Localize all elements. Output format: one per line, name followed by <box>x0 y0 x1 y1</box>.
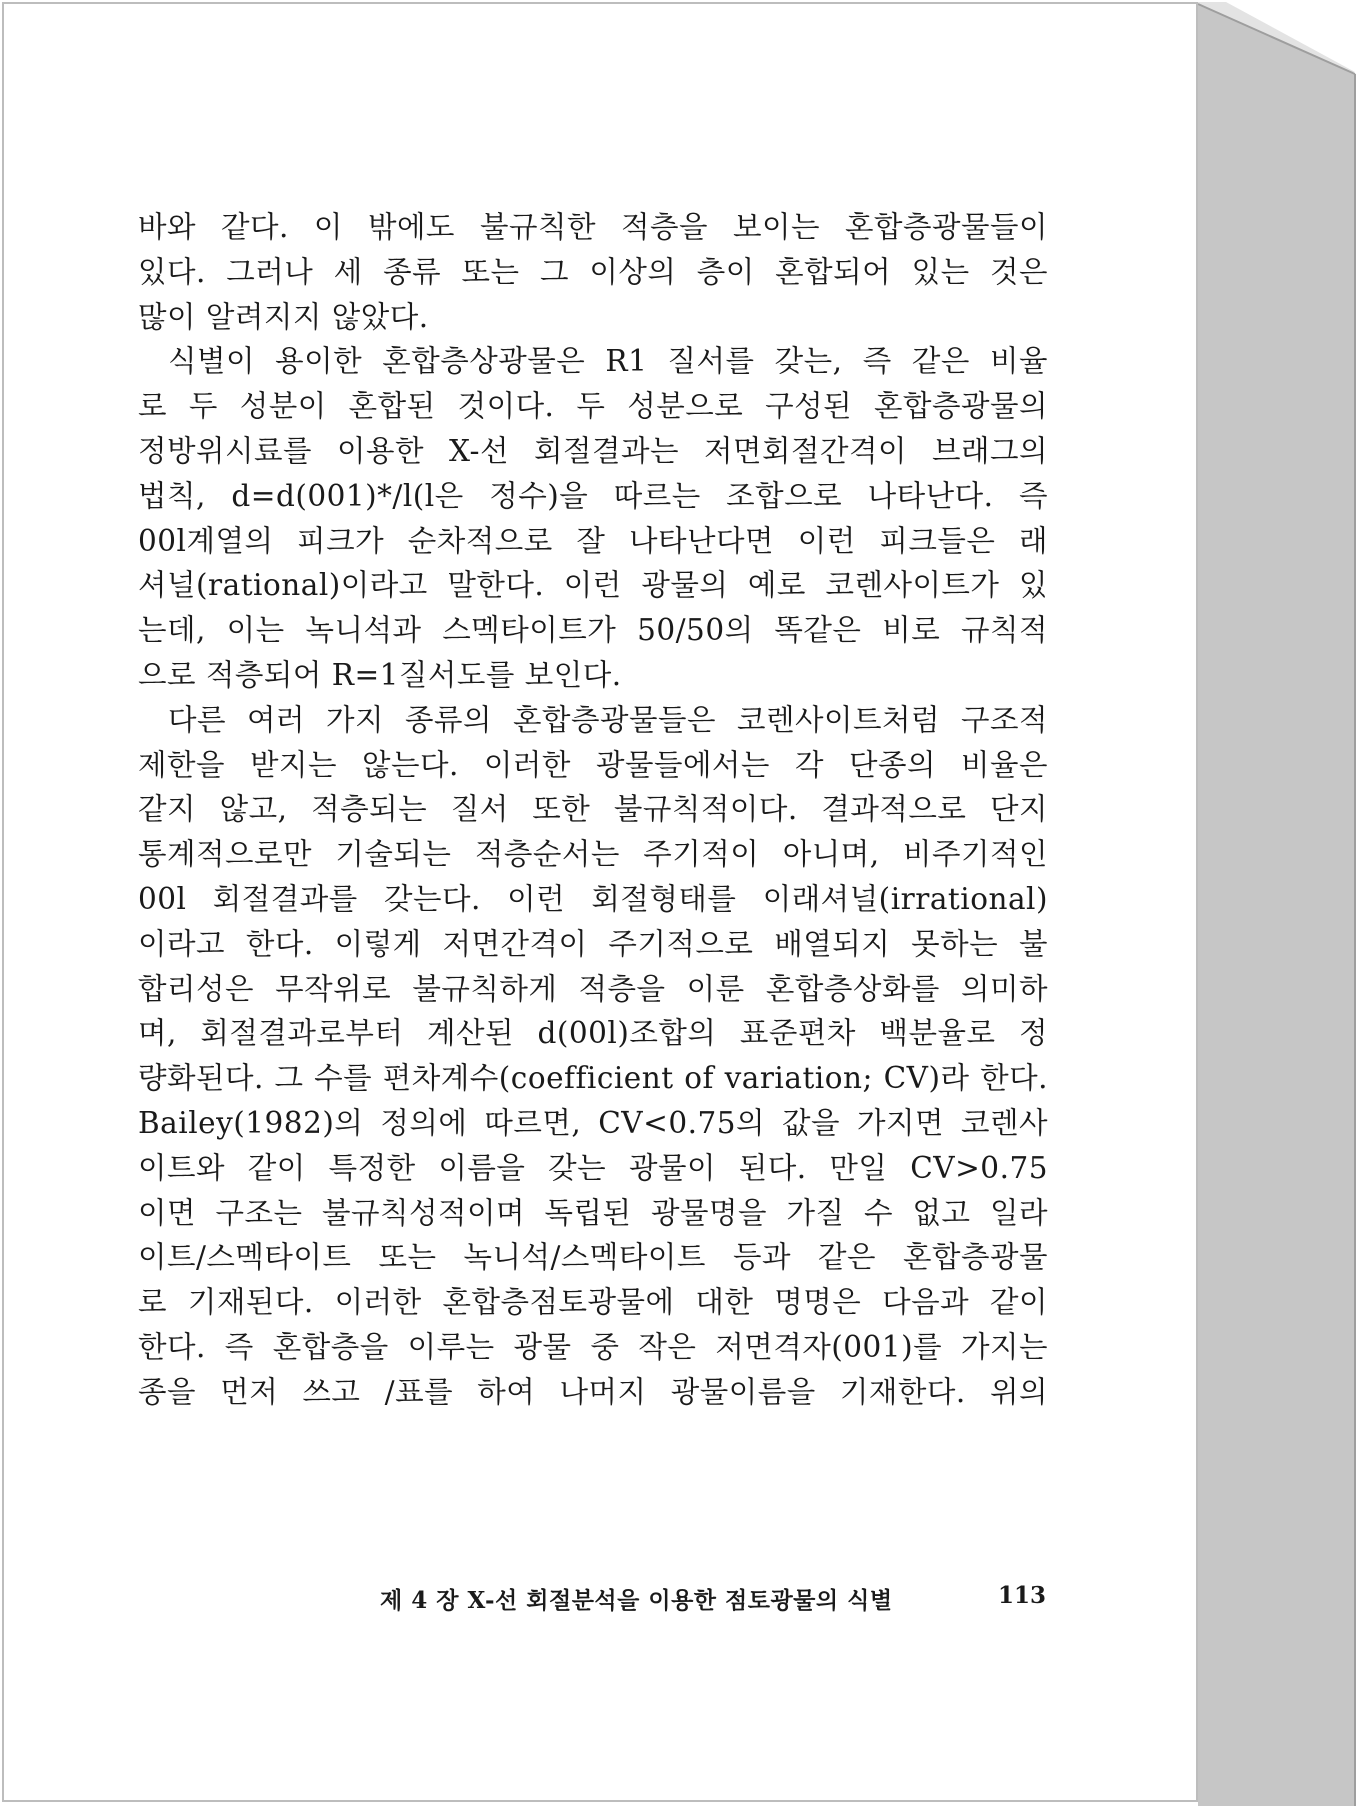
text-line: 량화된다. 그 수를 편차계수(coefficient of variation; CV)라 한다. <box>138 1061 1048 1096</box>
text-line: 종을 먼저 쓰고 /표를 하여 나머지 광물이름을 기재한다. 위의 <box>138 1374 1048 1409</box>
text-line: 이트/스멕타이트 또는 녹니석/스멕타이트 등과 같은 혼합층광물 <box>138 1240 1048 1275</box>
text-line: 이라고 한다. 이렇게 저면간격이 주기적으로 배열되지 못하는 불 <box>138 926 1048 961</box>
text-line: 며, 회절결과로부터 계산된 d(00l)조합의 표준편차 백분율로 정 <box>138 1016 1048 1051</box>
text-line: 합리성은 무작위로 불규칙하게 적층을 이룬 혼합층상화를 의미하 <box>138 971 1048 1006</box>
page-number: 113 <box>997 1582 1046 1609</box>
text-line: 로 기재된다. 이러한 혼합층점토광물에 대한 명명은 다음과 같이 <box>138 1285 1048 1320</box>
text-line: 바와 같다. 이 밖에도 불규칙한 적층을 보이는 혼합층광물들이 <box>138 210 1048 244</box>
text-line: 있다. 그러나 세 종류 또는 그 이상의 층이 혼합되어 있는 것은 <box>138 254 1048 289</box>
text-line: 로 두 성분이 혼합된 것이다. 두 성분으로 구성된 혼합층광물의 <box>138 389 1048 424</box>
text-line: 이면 구조는 불규칙성적이며 독립된 광물명을 가질 수 없고 일라 <box>138 1195 1048 1230</box>
body-text <box>138 205 1048 1415</box>
text-line: 00l 회절결과를 갖는다. 이런 회절형태를 이래셔널(irrational) <box>138 881 1048 916</box>
text-line: 셔널(rational)이라고 말한다. 이런 광물의 예로 코렌사이트가 있 <box>138 568 1048 603</box>
chapter-title: 제 4 장 X-선 회절분석을 이용한 점토광물의 식별 <box>380 1587 893 1614</box>
text-line: 는데, 이는 녹니석과 스멕타이트가 50/50의 똑같은 비로 규칙적 <box>138 613 1048 648</box>
page-edge-face <box>1198 4 1355 1806</box>
text-line: 이트와 같이 특정한 이름을 갖는 광물이 된다. 만일 CV>0.75 <box>138 1150 1048 1185</box>
text-line: 통계적으로만 기술되는 적층순서는 주기적이 아니며, 비주기적인 <box>138 837 1048 872</box>
text-line: 식별이 용이한 혼합층상광물은 R1 질서를 갖는, 즉 같은 비율 <box>168 344 1048 379</box>
text-line: 같지 않고, 적층되는 질서 또한 불규칙적이다. 결과적으로 단지 <box>138 792 1048 827</box>
text-line: Bailey(1982)의 정의에 따르면, CV<0.75의 값을 가지면 코렌사 <box>138 1105 1048 1140</box>
text-line: 많이 알려지지 않았다. <box>138 299 429 334</box>
running-footer <box>380 1582 1046 1615</box>
text-line: 정방위시료를 이용한 X-선 회절결과는 저면회절간격이 브래그의 <box>138 433 1048 468</box>
text-line: 법칙, d=d(001)*/l(l은 정수)을 따르는 조합으로 나타난다. 즉 <box>138 478 1048 513</box>
text-line: 한다. 즉 혼합층을 이루는 광물 중 작은 저면격자(001)를 가지는 <box>138 1329 1048 1364</box>
text-line: 00l계열의 피크가 순차적으로 잘 나타난다면 이런 피크들은 래 <box>138 523 1048 558</box>
text-line: 다른 여러 가지 종류의 혼합층광물들은 코렌사이트처럼 구조적 <box>168 702 1048 737</box>
text-line: 으로 적층되어 R=1질서도를 보인다. <box>138 657 622 692</box>
text-line: 제한을 받지는 않는다. 이러한 광물들에서는 각 단종의 비율은 <box>138 747 1048 782</box>
